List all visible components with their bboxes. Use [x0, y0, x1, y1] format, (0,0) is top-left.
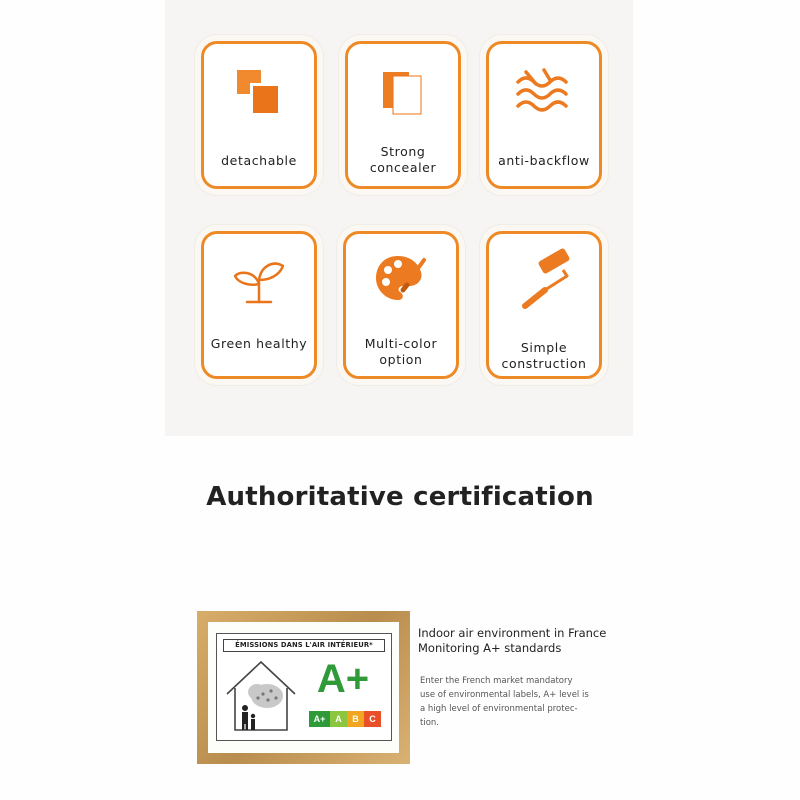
feature-label-line: Multi-color	[364, 336, 438, 351]
feature-label-line: Green healthy	[210, 336, 308, 351]
feature-card-multi-color	[343, 231, 459, 379]
certification-title-line: Monitoring A+ standards	[418, 641, 562, 655]
paint-roller-icon	[513, 248, 575, 310]
level-badge: A+	[316, 657, 370, 701]
certification-heading: Authoritative certification	[206, 482, 594, 512]
house-family-icon	[221, 654, 301, 734]
emissions-label	[216, 633, 392, 741]
feature-label-line: Simple	[520, 340, 568, 355]
sprout-icon	[229, 250, 289, 310]
feature-card-detachable	[201, 41, 317, 189]
certification-description-line: use of environmental labels, A+ level is	[420, 690, 589, 700]
feature-card-anti-backflow	[486, 41, 602, 189]
certification-title	[418, 626, 638, 656]
feature-label-line: option	[379, 352, 423, 367]
detachable-icon	[229, 64, 289, 124]
certification-description-line: Enter the French market mandatory	[420, 676, 573, 686]
emissions-label-title: ÉMISSIONS DANS L'AIR INTÉRIEUR*	[223, 639, 385, 652]
feature-label-line: anti-backflow	[498, 153, 590, 168]
certificate-frame	[197, 611, 410, 764]
feature-label-line: construction	[501, 356, 587, 371]
certification-description-line: tion.	[420, 718, 439, 728]
feature-label-line: concealer	[369, 160, 437, 175]
certification-title-line: Indoor air environment in France	[418, 626, 607, 640]
palette-icon	[370, 248, 432, 308]
scale-grade: A	[330, 711, 347, 727]
backflow-icon	[512, 62, 576, 122]
certification-description	[420, 674, 605, 730]
rating-scale	[309, 711, 381, 727]
certification-description-line: a high level of environmental protec-	[420, 704, 578, 714]
concealer-icon	[373, 64, 433, 124]
feature-label-line: detachable	[221, 153, 297, 168]
scale-grade: A+	[309, 711, 330, 727]
feature-card-strong-concealer	[345, 41, 461, 189]
feature-card-green-healthy	[201, 231, 317, 379]
feature-label-line: Strong	[380, 144, 426, 159]
scale-grade: C	[364, 711, 381, 727]
feature-card-simple-construction	[486, 231, 602, 379]
scale-grade: B	[347, 711, 364, 727]
